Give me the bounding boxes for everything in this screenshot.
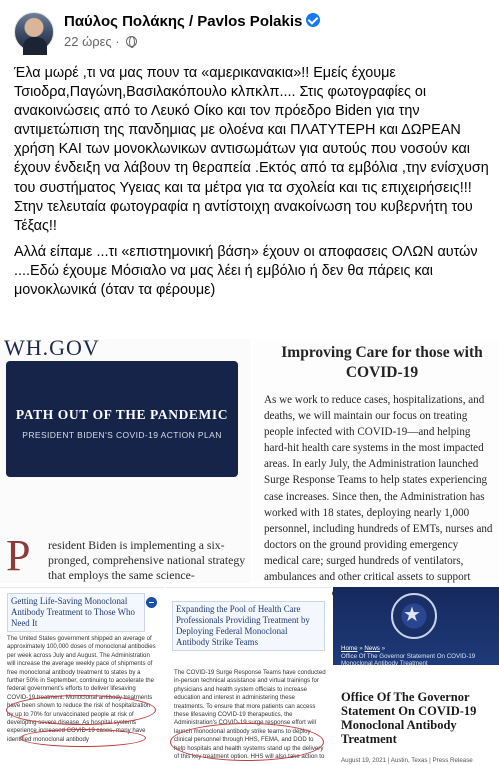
author-name[interactable]: Παύλος Πολάκης / Pavlos Polakis [64,13,303,30]
breadcrumb-current: Office Of The Governor Statement On COVID-19 Monoclonal Antibody Treatment [341,652,476,667]
verified-badge-icon [306,13,320,27]
whitehouse-logo: WH.GOV [4,335,100,360]
breadcrumb-home[interactable]: Home [341,645,358,652]
highlight-circle [20,729,146,747]
breadcrumb-news[interactable]: News [364,645,380,652]
texas-meta: August 19, 2021 | Austin, Texas | Press Release [341,757,473,764]
photo-grid [0,335,499,765]
post-meta: 22 ώρες · [64,34,137,49]
post-timestamp[interactable]: 22 ώρες [64,34,112,49]
highlight-circle [6,695,156,725]
photo-texas-statement[interactable] [333,587,499,765]
care-title: Improving Care for those with COVID-19 [281,344,483,381]
post-paragraph: Αλλά είπαμε ...τι «επιστημονική βάση» έχουν οι αποφασεις ΟΛΩΝ αυτών ....Εδώ έχουμε Μόσιαλο να μας λέει ή εμβόλιο ή δεν θα πάρεις και μονοκλωνικά (όταν τα φέρουμε) [14,243,478,299]
minus-icon [146,597,157,608]
post-paragraph: Έλα μωρέ ,τι να μας πουν τα «αμερικανακια»!! Εμείς έχουμε Τσιοδρα,Παγώνη,Βασιλακόπουλο κλπκλπ.... Στις φωτογραφίες οι ανακοινώσεις από το Λευκό Οίκο και τον πρόεδρο Biden για την αντιμετώπιση της πανδημιας με ολοένα και ΠΛΑΤΥΤΕΡΗ και ΔΩΡΕΑΝ χρήση ΚΑΙ των μονοκλωνικων αντισωμάτων για αυτούς που νοσούν και έχουν ένδειξη να λάβουν τη θεραπεία .Εκτός από τα εμβόλια ,την ενίσχυση του συστήματος Υγειας και τα μέτρα για τα σχολεία και τις επιχειρήσεις!!! Στην τελευταία φωτογραφία η αντίστοιχη ανακοίνωση του κυβερνήτη του Τέξας!! [14,65,489,234]
photo-action-plan[interactable] [0,335,251,583]
texas-title: Office Of The Governor Statement On COVID-19 Monoclonal Antibody Treatment [341,690,477,746]
photo-improving-care[interactable] [251,339,499,583]
monoclonal-body: The United States government shipped an average of approximately 100,000 doses of monoclonal antibodies per week across July and August. The Administration will increase the average weekly pace of shipments of free monoclonal antibody treatment to states by a further 50% in September, continuing to accelerate the federal government's efforts to deliver lifesaving COVID-19 treatment. Monoclonal antibody treatments have been shown to reduce the risk of hospitalization by up to 70% for unvaccinated people at risk of developing severe disease. As hospital systems experience increased COVID-19 cases, many have identified monoclonal antibody [7,635,156,743]
monoclonal-title: Getting Life-Saving Monoclonal Antibody Treatment to Those Who Need It [7,593,145,632]
star-icon: ★ [403,604,421,626]
plan-title: PATH OUT OF THE PANDEMIC [15,407,229,422]
globe-icon [126,36,137,47]
post-text [14,64,492,300]
author-name-row [64,13,320,30]
avatar[interactable] [14,12,54,52]
photo-monoclonal-treatment[interactable] [0,587,164,765]
plan-body: resident Biden is implementing a six-pronged, comprehensive national strategy that employs the same science- [48,538,246,582]
breadcrumb: Home » News » Office Of The Governor Statement On COVID-19 Monoclonal Antibody Treatment [341,645,476,667]
plan-subtitle: PRESIDENT BIDEN'S COVID-19 ACTION PLAN [22,430,222,440]
highlight-circle [170,723,324,761]
strike-teams-body: The COVID-19 Surge Response Teams have conducted in-person technical assistance and virtual trainings for physicians and health system officials to increase education and interest in administering these treatments. To ensure that more patients can access these lifesaving COVID-19 therapeutics, the Administration's COVID-19 surge response effort will launch monoclonal antibody strike teams to deploy clinical personnel through HHS, FEMA, and DOD to help hospitals and health systems stand up the delivery of this key treatment option. HHS will also take action to [174,669,326,761]
photo-strike-teams[interactable] [166,587,331,765]
strike-teams-title: Expanding the Pool of Health Care Professionals Providing Treatment by Deploying Federal Monoclonal Antibody Strike Teams [172,601,325,651]
avatar-figure [23,37,47,55]
drop-cap: P [6,531,31,580]
post-header [0,0,499,62]
care-body: As we work to reduce cases, hospitalizations, and deaths, we will maintain our focus on treating people infected with COVID-19—and helping hard-hit health care systems in the most impacted areas. In early July, the Administration launched Surge Response Teams to help states experiencing case increases. Since then, the Administration has worked with 18 states, deploying nearly 1,000 personnel, including hundreds of EMTs, nurses and doctors on the ground providing emergency medical care; surged hundreds of ventilators, ambulances and other critical assets to support [264,394,493,584]
